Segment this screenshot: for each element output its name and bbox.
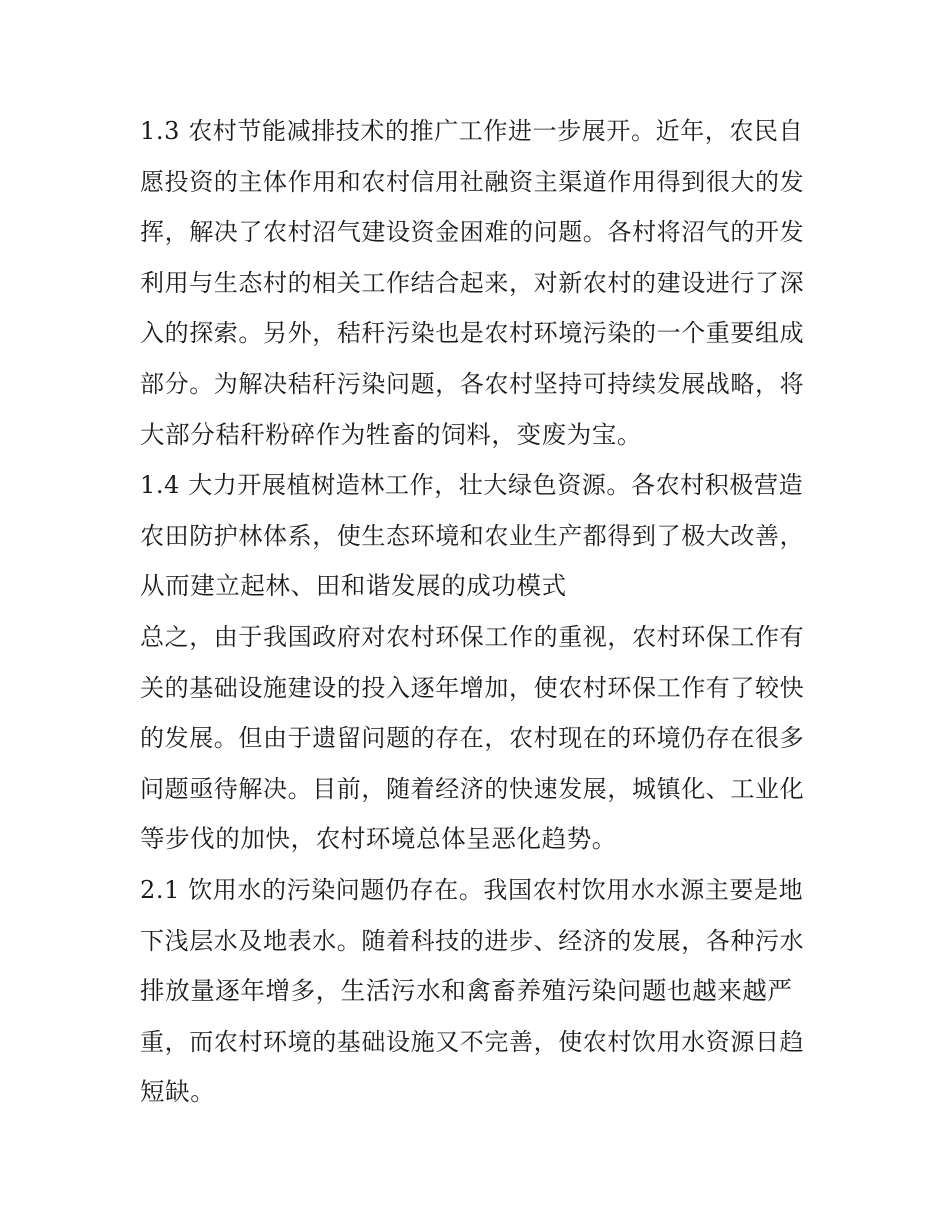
- text-line: 农田防护林体系，使生态环境和农业生产都得到了极大改善，: [140, 521, 805, 550]
- text-line: 大部分秸秆粉碎作为牲畜的饲料，变废为宝。: [140, 419, 642, 449]
- text-line: 短缺。: [140, 1077, 216, 1107]
- text-line: 下浅层水及地表水。随着科技的进步、经济的发展，各种污水: [140, 926, 805, 955]
- text-line: 挥，解决了农村沼气建设资金困难的问题。各村将沼气的开发: [140, 218, 805, 247]
- text-line: 1.4 大力开展植树造林工作，壮大绿色资源。各农村积极营造: [140, 471, 804, 500]
- text-line: 部分。为解决秸秆污染问题，各农村坚持可持续发展战略，将: [140, 369, 805, 398]
- text-line: 关的基础设施建设的投入逐年增加，使农村环保工作有了较快: [140, 673, 805, 702]
- text-line: 利用与生态村的相关工作结合起来，对新农村的建设进行了深: [140, 268, 805, 297]
- document-body: [140, 106, 814, 1118]
- text-line: 从而建立起林、田和谐发展的成功模式: [140, 571, 567, 601]
- text-line: 排放量逐年增多，生活污水和禽畜养殖污染问题也越来越严: [140, 976, 793, 1006]
- text-line: 问题亟待解决。目前，随着经济的快速发展，城镇化、工业化: [140, 774, 805, 803]
- text-line: 2.1 饮用水的污染问题仍存在。我国农村饮用水水源主要是地: [140, 875, 804, 904]
- text-line: 的发展。但由于遗留问题的存在，农村现在的环境仍存在很多: [140, 724, 805, 753]
- text-line: 愿投资的主体作用和农村信用社融资主渠道作用得到很大的发: [140, 167, 805, 196]
- text-line: 入的探索。另外，秸秆污染也是农村环境污染的一个重要组成: [140, 319, 805, 348]
- text-line: 1.3 农村节能减排技术的推广工作进一步展开。近年，农民自: [140, 117, 804, 145]
- text-line: 总之，由于我国政府对农村环保工作的重视，农村环保工作有: [140, 622, 805, 651]
- text-line: 等步伐的加快，农村环境总体呈恶化趋势。: [140, 824, 617, 854]
- text-line: 重，而农村环境的基础设施又不完善，使农村饮用水资源日趋: [140, 1027, 805, 1056]
